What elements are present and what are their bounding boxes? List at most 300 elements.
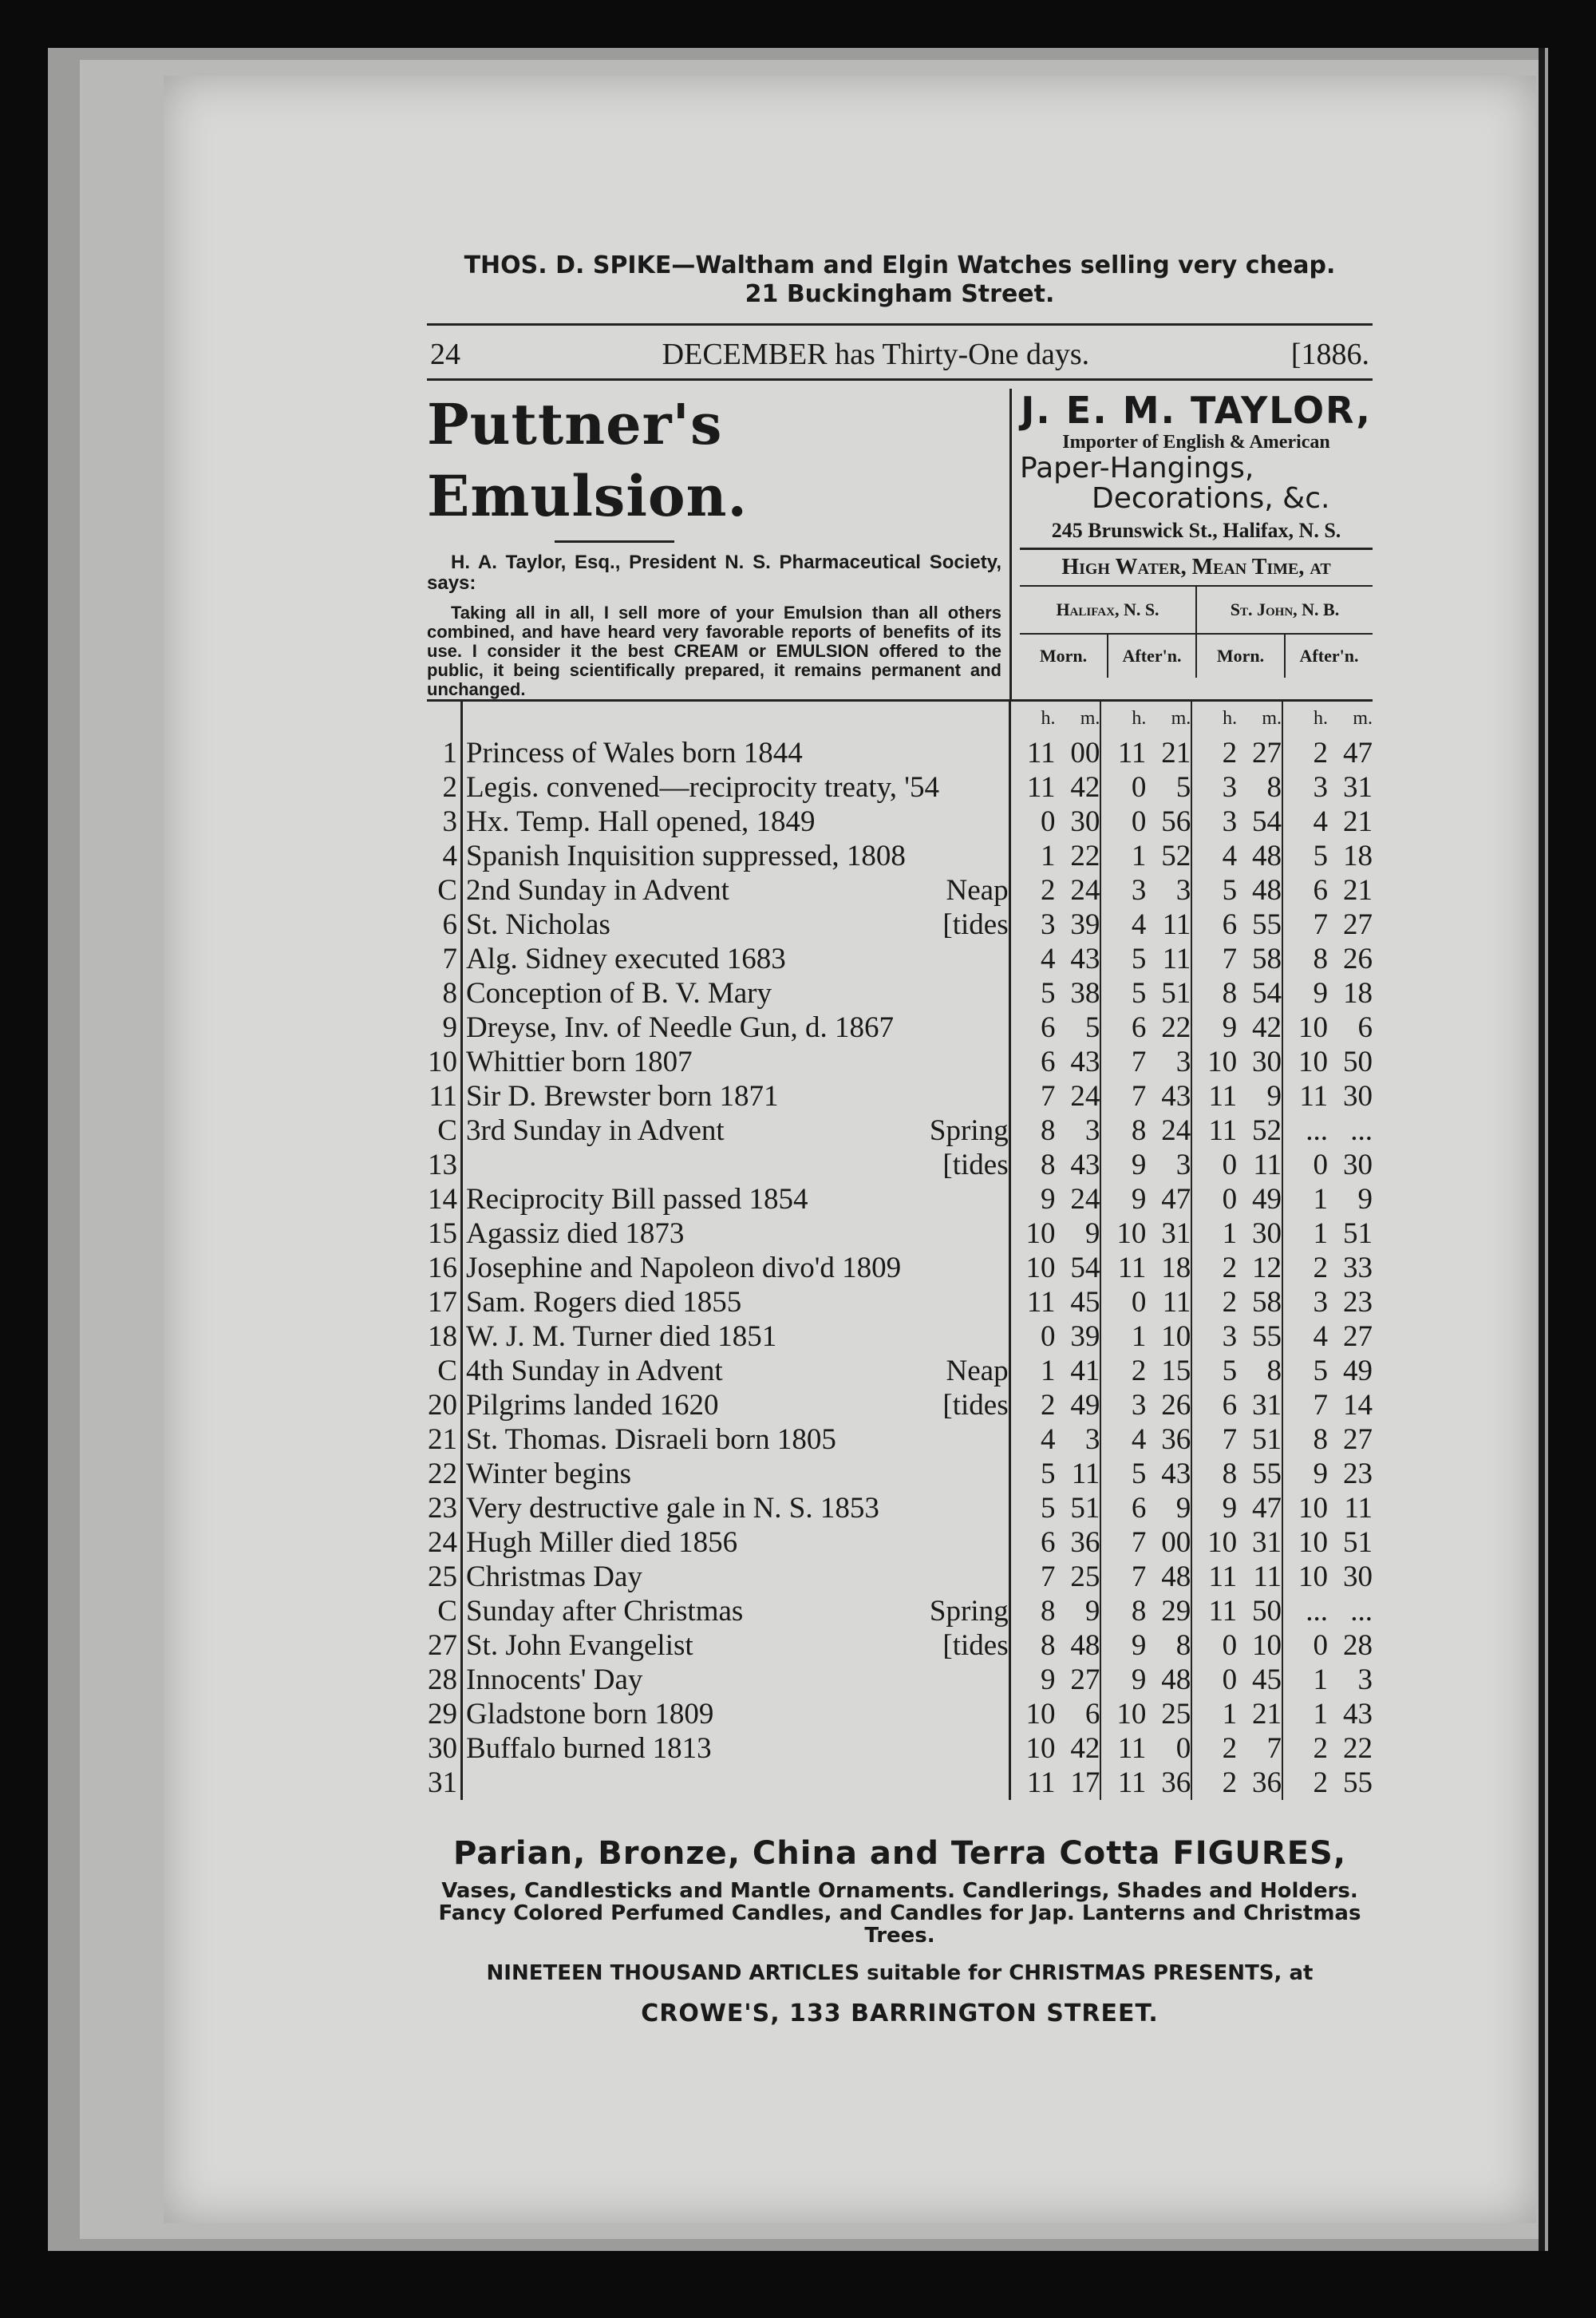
tide-time: 1 bbox=[1313, 1698, 1328, 1731]
tide-time: 3 bbox=[1146, 1148, 1191, 1182]
tide-time: 5 bbox=[1131, 1458, 1147, 1490]
event-text: Very destructive gale in N. S. 1853 bbox=[465, 1492, 879, 1525]
tide-time: 11 bbox=[1026, 1766, 1056, 1799]
tide-time: 26 bbox=[1146, 1388, 1191, 1422]
tide-time: 22 bbox=[1056, 839, 1101, 873]
tide-time: 27 bbox=[1056, 1663, 1101, 1697]
tide-time: 1 bbox=[1131, 1320, 1147, 1353]
event-cell bbox=[461, 873, 1009, 908]
hm-label: m. bbox=[1056, 701, 1101, 737]
tide-time: 4 bbox=[1222, 840, 1238, 872]
tide-time: 2 bbox=[1222, 1252, 1238, 1284]
tide-time: 56 bbox=[1146, 805, 1191, 839]
tide-time: 52 bbox=[1237, 1114, 1282, 1148]
tide-time: 3 bbox=[1131, 874, 1147, 907]
tide-time: 29 bbox=[1146, 1594, 1191, 1628]
tide-time: 6 bbox=[1313, 874, 1328, 907]
tide-time: 30 bbox=[1343, 1560, 1373, 1593]
crowes-details: Vases, Candlesticks and Mantle Ornaments. Candlerings, Shades and Holders. Fancy Colored Perfumed Candles, and Candles for Jap. Lanterns and Christmas Trees. bbox=[438, 1879, 1361, 1948]
tide-time: 41 bbox=[1056, 1354, 1101, 1388]
tide-time: 0 bbox=[1222, 1629, 1238, 1662]
tide-time: 9 bbox=[1056, 1216, 1101, 1251]
tide-time: 24 bbox=[1056, 1079, 1101, 1114]
tide-time: 11 bbox=[1146, 1285, 1191, 1319]
event-text: St. John Evangelist bbox=[465, 1629, 693, 1662]
tide-time: 3 bbox=[1357, 1663, 1373, 1696]
calendar-row bbox=[427, 1148, 1373, 1182]
tide-time: 0 bbox=[1131, 1286, 1147, 1319]
tide-time: 2 bbox=[1222, 1732, 1238, 1765]
puttner-quote: Taking all in all, I sell more of your Emulsion than all others combined, and have heard very favorable reports of benefits of its use. I consider it the best CREAM or EMULSION offered to the public, it being scientifically prepared, it remains permanent and unchanged. bbox=[427, 603, 1001, 699]
tide-time: 24 bbox=[1146, 1114, 1191, 1148]
tide-time: 11 bbox=[1208, 1114, 1238, 1147]
tide-time: 9 bbox=[1237, 1079, 1282, 1114]
event-cell bbox=[461, 1525, 1009, 1560]
page-content bbox=[427, 251, 1373, 2027]
tide-time: 24 bbox=[1056, 1182, 1101, 1216]
tide-time: 9 bbox=[1222, 1492, 1238, 1525]
hm-label: h. bbox=[1041, 708, 1056, 729]
day-number: 20 bbox=[427, 1388, 461, 1422]
day-number: 22 bbox=[427, 1457, 461, 1491]
tide-time: 11 bbox=[1056, 1457, 1101, 1491]
tide-time: 50 bbox=[1237, 1594, 1282, 1628]
hm-label: m. bbox=[1237, 701, 1282, 737]
tide-time: 21 bbox=[1146, 736, 1191, 770]
day-number: 14 bbox=[427, 1182, 461, 1216]
tide-time: 10 bbox=[1025, 1732, 1056, 1765]
tide-time: 4 bbox=[1131, 1423, 1147, 1456]
tide-time: 21 bbox=[1237, 1697, 1282, 1731]
event-text: 4th Sunday in Advent bbox=[465, 1355, 723, 1387]
tide-time: 28 bbox=[1343, 1629, 1373, 1662]
tide-time: 18 bbox=[1343, 977, 1373, 1010]
tide-time: 5 bbox=[1131, 943, 1147, 975]
tide-time: 9 bbox=[1357, 1183, 1373, 1216]
tide-time: 51 bbox=[1343, 1217, 1373, 1250]
day-number: 30 bbox=[427, 1731, 461, 1766]
event-cell bbox=[461, 1594, 1009, 1628]
tide-time: 4 bbox=[1313, 805, 1328, 838]
event-cell bbox=[461, 1766, 1009, 1800]
tide-time: 30 bbox=[1343, 1080, 1373, 1113]
event-cell bbox=[461, 1354, 1009, 1388]
crowes-headline: Parian, Bronze, China and Terra Cotta FIGURES, bbox=[452, 1835, 1347, 1872]
tide-time: 9 bbox=[1041, 1663, 1056, 1696]
tide-time: 4 bbox=[1313, 1320, 1328, 1353]
event-cell bbox=[461, 1422, 1009, 1457]
tide-time: 58 bbox=[1237, 942, 1282, 976]
tide-time: 7 bbox=[1131, 1526, 1147, 1559]
tide-time: 0 bbox=[1041, 805, 1056, 838]
tide-time: 3 bbox=[1146, 1045, 1191, 1079]
tide-time: 48 bbox=[1146, 1663, 1191, 1697]
tide-time: 10 bbox=[1298, 1046, 1328, 1078]
tide-time: 10 bbox=[1116, 1698, 1147, 1731]
tide-time: 0 bbox=[1313, 1149, 1328, 1181]
calendar-row bbox=[427, 1663, 1373, 1697]
tide-time: 10 bbox=[1146, 1319, 1191, 1354]
tide-time: 21 bbox=[1343, 874, 1373, 907]
taylor-sub: Importer of English & American bbox=[1062, 432, 1330, 453]
tide-time: 4 bbox=[1041, 943, 1056, 975]
tide-time: 6 bbox=[1357, 1011, 1373, 1044]
tide-note: [tides bbox=[942, 908, 1009, 941]
calendar-row bbox=[427, 942, 1373, 976]
tide-time: 30 bbox=[1237, 1045, 1282, 1079]
calendar-row bbox=[427, 1319, 1373, 1354]
tide-time: 51 bbox=[1343, 1526, 1373, 1559]
event-text: Sir D. Brewster born 1871 bbox=[465, 1080, 779, 1113]
calendar-table bbox=[427, 699, 1373, 1800]
tide-time: 10 bbox=[1025, 1698, 1056, 1731]
tide-time: 49 bbox=[1237, 1182, 1282, 1216]
tide-time: 15 bbox=[1146, 1354, 1191, 1388]
tide-time: 8 bbox=[1222, 1458, 1238, 1490]
event-cell bbox=[461, 1491, 1009, 1525]
header-rule bbox=[427, 323, 1373, 326]
tide-time: 49 bbox=[1056, 1388, 1101, 1422]
tide-time: 42 bbox=[1056, 770, 1101, 805]
tide-time: 10 bbox=[1116, 1217, 1147, 1250]
tide-time: 55 bbox=[1237, 1319, 1282, 1354]
tide-time: 45 bbox=[1237, 1663, 1282, 1697]
day-number: 11 bbox=[427, 1079, 461, 1114]
tide-time: 11 bbox=[1208, 1595, 1238, 1628]
tide-time: 54 bbox=[1237, 805, 1282, 839]
tide-time: ... bbox=[1350, 1114, 1373, 1147]
calendar-row bbox=[427, 1216, 1373, 1251]
day-number: 28 bbox=[427, 1663, 461, 1697]
tide-time: 23 bbox=[1343, 1458, 1373, 1490]
event-cell bbox=[461, 1319, 1009, 1354]
tide-note: Neap bbox=[946, 874, 1009, 907]
tide-time: 3 bbox=[1146, 873, 1191, 908]
tide-time: 36 bbox=[1146, 1766, 1191, 1800]
tide-time: 55 bbox=[1237, 1457, 1282, 1491]
event-cell bbox=[461, 1285, 1009, 1319]
calendar-row bbox=[427, 873, 1373, 908]
tide-time: 25 bbox=[1056, 1560, 1101, 1594]
tide-time: 0 bbox=[1131, 771, 1147, 804]
hm-label: m. bbox=[1146, 701, 1191, 737]
day-number: 23 bbox=[427, 1491, 461, 1525]
tide-time: 1 bbox=[1041, 1355, 1056, 1387]
tide-time: 30 bbox=[1237, 1216, 1282, 1251]
tide-time: 47 bbox=[1343, 737, 1373, 769]
tide-time: 0 bbox=[1222, 1149, 1238, 1181]
tide-time: 43 bbox=[1056, 1148, 1101, 1182]
tide-time: 49 bbox=[1343, 1355, 1373, 1387]
calendar-row bbox=[427, 1697, 1373, 1731]
tide-time: 6 bbox=[1041, 1046, 1056, 1078]
tide-time: 10 bbox=[1298, 1492, 1328, 1525]
day-number: 29 bbox=[427, 1697, 461, 1731]
calendar-row bbox=[427, 770, 1373, 805]
tide-time: 3 bbox=[1313, 771, 1328, 804]
tide-time: 2 bbox=[1041, 874, 1056, 907]
taylor-advertisement bbox=[1012, 389, 1373, 699]
day-number: 15 bbox=[427, 1216, 461, 1251]
tide-time: 3 bbox=[1041, 908, 1056, 941]
page-number: 24 bbox=[430, 338, 460, 371]
tide-time: 7 bbox=[1313, 1389, 1328, 1422]
puttner-intro: H. A. Taylor, Esq., President N. S. Pharmaceutical Society, says: bbox=[427, 552, 1001, 594]
event-text: Spanish Inquisition suppressed, 1808 bbox=[465, 840, 906, 872]
day-number: 6 bbox=[427, 908, 461, 942]
tide-time: 42 bbox=[1056, 1731, 1101, 1766]
event-text: Sam. Rogers died 1855 bbox=[465, 1286, 742, 1319]
tide-time: 8 bbox=[1237, 770, 1282, 805]
calendar-row bbox=[427, 976, 1373, 1011]
top-advertisement bbox=[427, 251, 1373, 309]
tide-time: 33 bbox=[1343, 1252, 1373, 1284]
event-cell bbox=[461, 1079, 1009, 1114]
tide-time: 11 bbox=[1117, 737, 1147, 769]
tide-time: 11 bbox=[1237, 1148, 1282, 1182]
tide-time: 3 bbox=[1056, 1422, 1101, 1457]
tide-time: 52 bbox=[1146, 839, 1191, 873]
calendar-row bbox=[427, 1388, 1373, 1422]
tide-time: 10 bbox=[1298, 1560, 1328, 1593]
day-number: 9 bbox=[427, 1011, 461, 1045]
day-number: 7 bbox=[427, 942, 461, 976]
calendar-row bbox=[427, 1045, 1373, 1079]
page-edge bbox=[1539, 48, 1545, 2251]
tide-time: 3 bbox=[1313, 1286, 1328, 1319]
tide-time: 11 bbox=[1026, 771, 1056, 804]
event-text: Legis. convened—reciprocity treaty, '54 bbox=[465, 771, 939, 804]
tide-note: [tides bbox=[942, 1389, 1009, 1422]
event-cell bbox=[461, 1388, 1009, 1422]
day-number: 10 bbox=[427, 1045, 461, 1079]
tide-note: Neap bbox=[946, 1355, 1009, 1387]
tide-time: 5 bbox=[1222, 1355, 1238, 1387]
day-number: 4 bbox=[427, 839, 461, 873]
tide-time: ... bbox=[1306, 1595, 1328, 1628]
event-cell bbox=[461, 1560, 1009, 1594]
tide-time: 0 bbox=[1222, 1663, 1238, 1696]
calendar-row bbox=[427, 736, 1373, 770]
tide-time: 51 bbox=[1056, 1491, 1101, 1525]
tide-time: 43 bbox=[1146, 1457, 1191, 1491]
tide-time: 7 bbox=[1222, 943, 1238, 975]
tide-note: [tides bbox=[942, 1149, 1009, 1181]
puttner-rule bbox=[555, 540, 674, 543]
event-cell bbox=[461, 1731, 1009, 1766]
tide-time: 11 bbox=[1299, 1080, 1328, 1113]
tide-time: 48 bbox=[1056, 1628, 1101, 1663]
tide-time: 12 bbox=[1237, 1251, 1282, 1285]
event-cell bbox=[461, 942, 1009, 976]
day-number: C bbox=[427, 1594, 461, 1628]
tide-time: 8 bbox=[1041, 1114, 1056, 1147]
tide-time: 7 bbox=[1131, 1560, 1147, 1593]
tide-time: 48 bbox=[1146, 1560, 1191, 1594]
tide-time: 9 bbox=[1313, 977, 1328, 1010]
day-number: C bbox=[427, 1114, 461, 1148]
event-cell bbox=[461, 1697, 1009, 1731]
tide-time: 0 bbox=[1131, 805, 1147, 838]
hm-header-row bbox=[427, 701, 1373, 737]
tide-time: 6 bbox=[1056, 1697, 1101, 1731]
tide-time: 11 bbox=[1117, 1766, 1147, 1799]
tide-time: 5 bbox=[1222, 874, 1238, 907]
tide-time: 31 bbox=[1146, 1216, 1191, 1251]
calendar-row bbox=[427, 1285, 1373, 1319]
tide-time: 2 bbox=[1222, 1286, 1238, 1319]
tide-time: 9 bbox=[1131, 1663, 1147, 1696]
tide-time: 7 bbox=[1131, 1080, 1147, 1113]
tide-time: 27 bbox=[1343, 908, 1373, 941]
crowes-address: CROWE'S, 133 BARRINGTON STREET. bbox=[641, 2000, 1159, 2027]
tide-time: 11 bbox=[1208, 1080, 1238, 1113]
event-text: Conception of B. V. Mary bbox=[465, 977, 772, 1010]
event-text: Whittier born 1807 bbox=[465, 1046, 693, 1078]
tide-time: 6 bbox=[1041, 1011, 1056, 1044]
tide-time: 9 bbox=[1131, 1183, 1147, 1216]
tide-note: [tides bbox=[942, 1629, 1009, 1662]
tide-time: 39 bbox=[1056, 908, 1101, 942]
tide-time: 30 bbox=[1343, 1149, 1373, 1181]
tide-time: 0 bbox=[1146, 1731, 1191, 1766]
calendar-row bbox=[427, 839, 1373, 873]
event-cell bbox=[461, 1457, 1009, 1491]
crowes-offer: NINETEEN THOUSAND ARTICLES suitable for CHRISTMAS PRESENTS, at bbox=[486, 1961, 1314, 1985]
event-cell bbox=[461, 1251, 1009, 1285]
event-cell bbox=[461, 976, 1009, 1011]
tide-time: 25 bbox=[1146, 1697, 1191, 1731]
tide-time: 5 bbox=[1041, 977, 1056, 1010]
event-cell bbox=[461, 1148, 1009, 1182]
tide-time: 2 bbox=[1222, 1766, 1238, 1799]
tide-time: 5 bbox=[1041, 1492, 1056, 1525]
event-cell bbox=[461, 839, 1009, 873]
tide-note: Spring bbox=[929, 1114, 1009, 1147]
tide-time: 51 bbox=[1237, 1422, 1282, 1457]
hm-label: h. bbox=[1132, 708, 1147, 729]
tide-time: 6 bbox=[1131, 1011, 1147, 1044]
tide-time: 38 bbox=[1056, 976, 1101, 1011]
tide-time: 8 bbox=[1041, 1629, 1056, 1662]
tide-time: 31 bbox=[1237, 1388, 1282, 1422]
event-cell bbox=[461, 1114, 1009, 1148]
tide-time: 11 bbox=[1146, 908, 1191, 942]
tide-time: 3 bbox=[1222, 1320, 1238, 1353]
place-st-john: St. John, N. B. bbox=[1230, 599, 1340, 619]
calendar-row bbox=[427, 1114, 1373, 1148]
tide-time: 8 bbox=[1131, 1114, 1147, 1147]
tide-time: 1 bbox=[1313, 1183, 1328, 1216]
tide-time: 10 bbox=[1025, 1217, 1056, 1250]
tide-time: 8 bbox=[1237, 1354, 1282, 1388]
tide-time: 7 bbox=[1222, 1423, 1238, 1456]
day-number: 24 bbox=[427, 1525, 461, 1560]
calendar-row bbox=[427, 1457, 1373, 1491]
tide-time: 8 bbox=[1041, 1595, 1056, 1628]
event-text: 3rd Sunday in Advent bbox=[465, 1114, 725, 1147]
calendar-row bbox=[427, 1011, 1373, 1045]
calendar-row bbox=[427, 908, 1373, 942]
tide-time: 17 bbox=[1056, 1766, 1101, 1800]
tide-time: 47 bbox=[1146, 1182, 1191, 1216]
tide-time: 23 bbox=[1343, 1286, 1373, 1319]
tide-time: 5 bbox=[1041, 1458, 1056, 1490]
tide-time: 45 bbox=[1056, 1285, 1101, 1319]
tide-time: 54 bbox=[1056, 1251, 1101, 1285]
tide-time: 9 bbox=[1313, 1458, 1328, 1490]
tide-time: 2 bbox=[1313, 1252, 1328, 1284]
tide-time: 7 bbox=[1313, 908, 1328, 941]
taylor-address: 245 Brunswick St., Halifax, N. S. bbox=[1051, 519, 1341, 542]
tide-time: 0 bbox=[1041, 1320, 1056, 1353]
tide-time: 10 bbox=[1237, 1628, 1282, 1663]
tide-time: 11 bbox=[1026, 737, 1056, 769]
tide-time: 8 bbox=[1146, 1628, 1191, 1663]
tide-time: 50 bbox=[1343, 1046, 1373, 1078]
event-cell bbox=[461, 770, 1009, 805]
event-text: Sunday after Christmas bbox=[465, 1595, 744, 1628]
tide-time: 6 bbox=[1222, 1389, 1238, 1422]
tide-time: 8 bbox=[1222, 977, 1238, 1010]
tide-time: 7 bbox=[1041, 1080, 1056, 1113]
calendar-row bbox=[427, 1354, 1373, 1388]
tide-time: 5 bbox=[1056, 1011, 1101, 1045]
upper-section bbox=[427, 389, 1373, 699]
tide-time: 6 bbox=[1222, 908, 1238, 941]
calendar-row bbox=[427, 1594, 1373, 1628]
tide-places bbox=[1020, 587, 1373, 635]
event-text: Alg. Sidney executed 1683 bbox=[465, 943, 786, 975]
tide-time: 27 bbox=[1237, 736, 1282, 770]
tide-time: 9 bbox=[1146, 1491, 1191, 1525]
tide-time: 8 bbox=[1131, 1595, 1147, 1628]
tide-time: 43 bbox=[1146, 1079, 1191, 1114]
tide-time: 51 bbox=[1146, 976, 1191, 1011]
tide-time: 36 bbox=[1056, 1525, 1101, 1560]
tide-time: 1 bbox=[1131, 840, 1147, 872]
event-text: Innocents' Day bbox=[465, 1663, 643, 1696]
event-cell bbox=[461, 1216, 1009, 1251]
tide-time: 11 bbox=[1208, 1560, 1238, 1593]
day-number: 21 bbox=[427, 1422, 461, 1457]
tide-time: 2 bbox=[1313, 737, 1328, 769]
hm-label: m. bbox=[1353, 708, 1373, 729]
tide-time: 11 bbox=[1237, 1560, 1282, 1594]
tide-time: 0 bbox=[1313, 1629, 1328, 1662]
tide-time: 2 bbox=[1313, 1766, 1328, 1799]
tide-time: 43 bbox=[1056, 942, 1101, 976]
col-morn-st-john: Morn. bbox=[1197, 635, 1286, 678]
calendar-row bbox=[427, 1251, 1373, 1285]
tide-time: 5 bbox=[1313, 1355, 1328, 1387]
tide-time: 11 bbox=[1146, 942, 1191, 976]
tide-time: 10 bbox=[1207, 1046, 1238, 1078]
event-cell bbox=[461, 1045, 1009, 1079]
tide-time: 6 bbox=[1041, 1526, 1056, 1559]
event-text: 2nd Sunday in Advent bbox=[465, 874, 729, 907]
page-year: [1886. bbox=[1290, 338, 1369, 371]
tide-time: 2 bbox=[1222, 737, 1238, 769]
event-text: Princess of Wales born 1844 bbox=[465, 737, 803, 769]
tide-time: 31 bbox=[1237, 1525, 1282, 1560]
tide-time: 3 bbox=[1222, 805, 1238, 838]
page-title: DECEMBER has Thirty-One days. bbox=[662, 338, 1090, 371]
puttner-advertisement bbox=[427, 389, 1012, 699]
top-ad-line1: THOS. D. SPIKE—Waltham and Elgin Watches selling very cheap. bbox=[464, 251, 1336, 279]
tide-time: 0 bbox=[1222, 1183, 1238, 1216]
day-number: 8 bbox=[427, 976, 461, 1011]
